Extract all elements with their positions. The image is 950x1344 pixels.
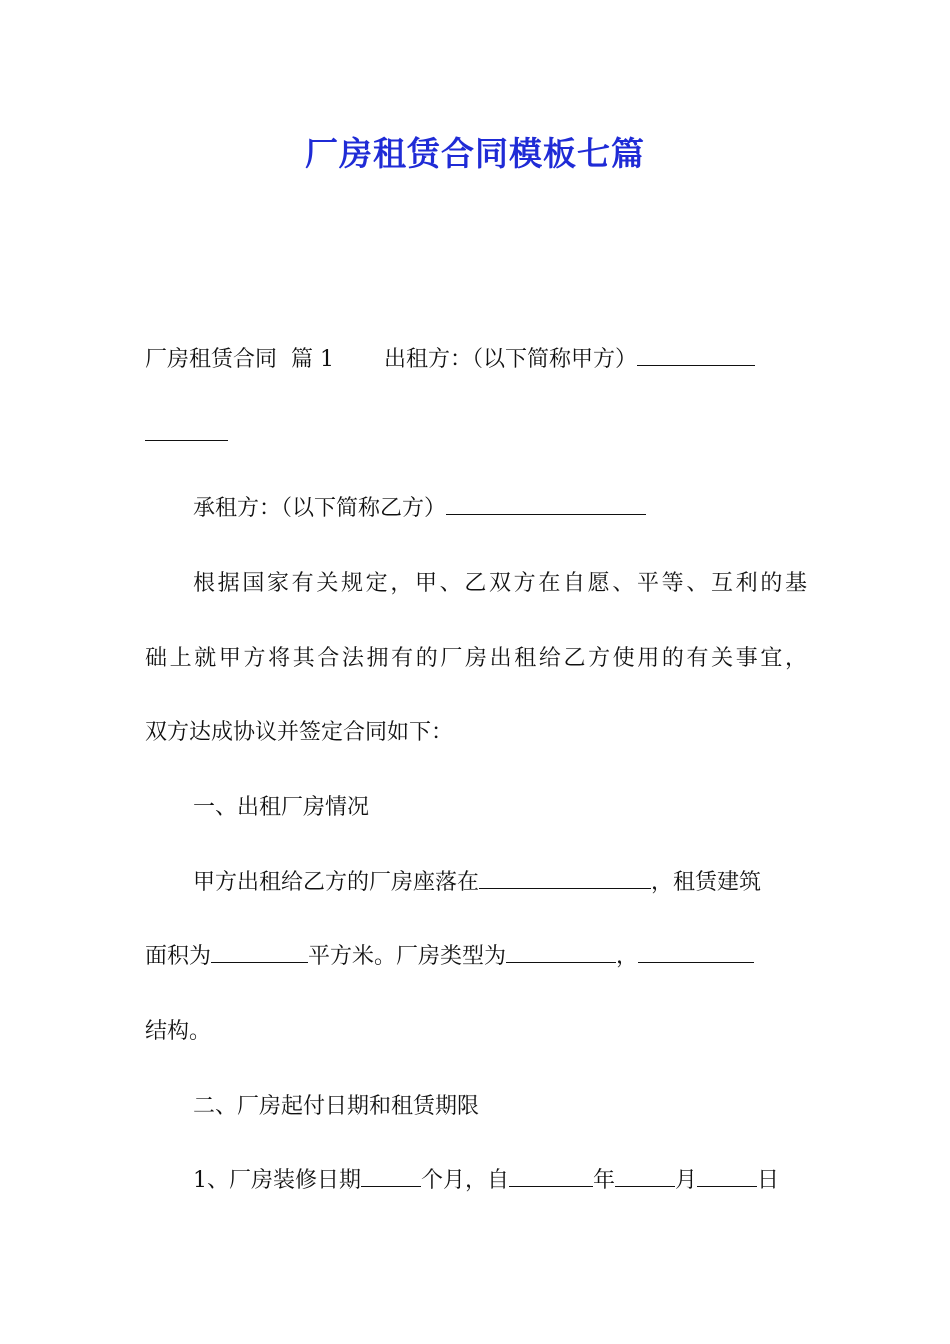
section1-heading: 一、出租厂房情况: [193, 795, 370, 820]
year-blank: [509, 1166, 593, 1187]
lessor-blank-continued-line: [145, 420, 807, 450]
structure-blank: [638, 942, 754, 963]
s2-renovation-label: 1、厂房装修日期: [193, 1168, 361, 1193]
s1-area-label: ，租赁建筑: [651, 870, 762, 895]
heading-line: [145, 345, 807, 375]
document-title: 厂房租赁合同模板七篇: [305, 134, 645, 173]
s2-line1: [145, 1166, 807, 1196]
s1-area-prefix: 面积为: [145, 944, 212, 969]
s1-line1: [145, 868, 807, 898]
lessor-label: 出租方：（以下简称甲方）: [383, 347, 637, 372]
lessor-blank: [637, 345, 755, 366]
contract-heading: 厂房租赁合同 篇 1: [145, 347, 334, 372]
s1-location-label: 甲方出租给乙方的厂房座落在: [193, 870, 480, 895]
type-blank: [506, 942, 616, 963]
section2-heading: 二、厂房起付日期和租赁期限: [193, 1094, 480, 1119]
para1-line2: 础上就甲方将其合法拥有的厂房出租给乙方使用的有关事宜，: [145, 646, 807, 671]
lessee-line: [145, 494, 807, 524]
lessee-label: 承租方：（以下简称乙方）: [193, 496, 447, 521]
location-blank: [479, 868, 651, 889]
s1-line3: 结构。: [145, 1019, 212, 1044]
s2-from-label: 个月，自: [421, 1168, 510, 1193]
para1-line3: 双方达成协议并签定合同如下：: [145, 720, 454, 745]
s1-comma: ，: [616, 944, 639, 969]
lessor-blank-continued: [145, 420, 228, 441]
s2-month-label: 月: [675, 1168, 698, 1193]
s1-type-label: 平方米。厂房类型为: [308, 944, 507, 969]
month-blank: [615, 1166, 675, 1187]
s1-line2: [145, 942, 807, 972]
months-blank: [361, 1166, 421, 1187]
para1-line1: 根据国家有关规定，甲、乙双方在自愿、平等、互利的基: [193, 571, 807, 596]
lessee-blank: [446, 494, 646, 515]
s2-year-label: 年: [593, 1168, 616, 1193]
s2-day-label: 日: [757, 1168, 780, 1193]
area-blank: [211, 942, 308, 963]
day-blank: [697, 1166, 757, 1187]
